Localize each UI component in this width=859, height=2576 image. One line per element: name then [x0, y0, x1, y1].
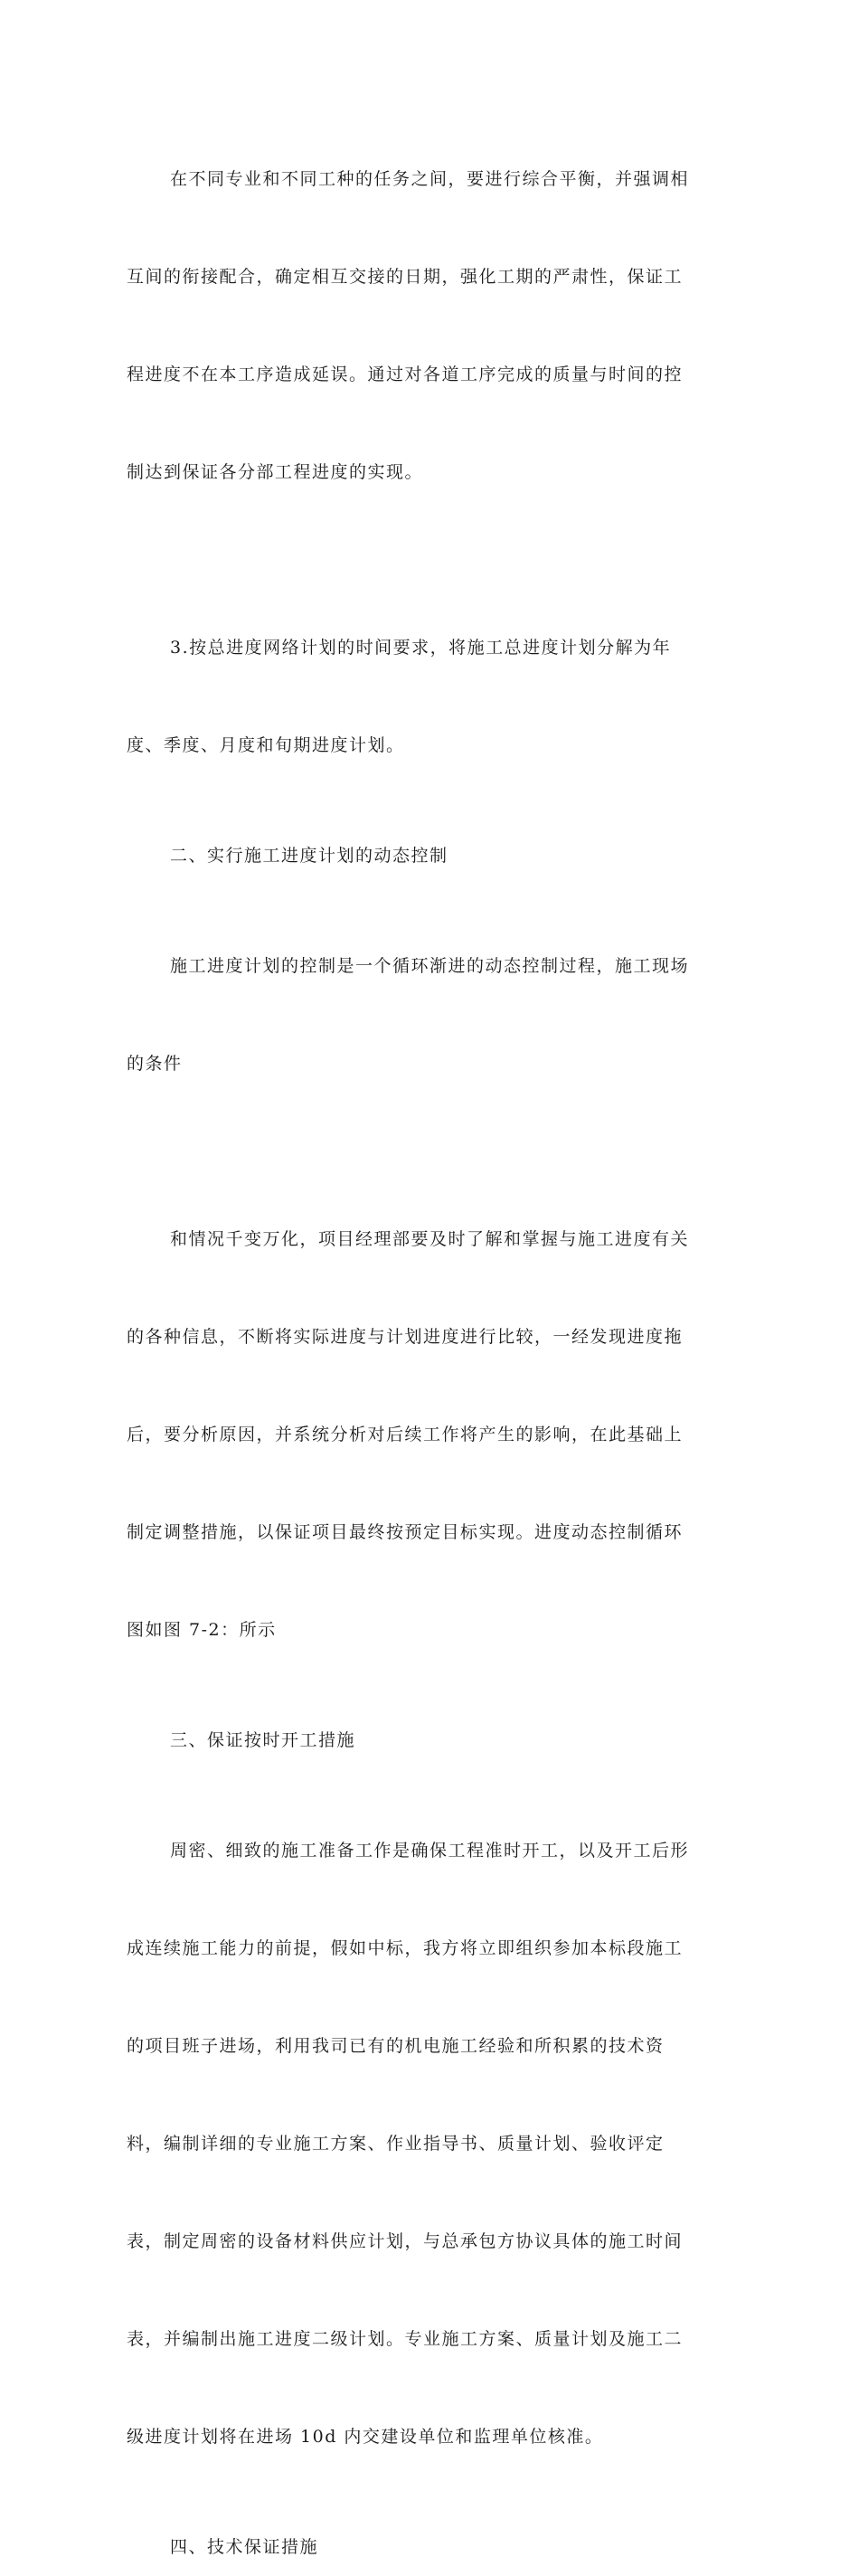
paragraph-progress-analysis — [127, 1158, 741, 1711]
section-heading-technical-measures: 四、技术保证措施 — [170, 2537, 319, 2557]
paragraph-preparation — [127, 1769, 741, 2518]
text-line: 互间的衔接配合，确定相互交接的日期，强化工期的严肃性，保证工 — [127, 267, 684, 287]
text-line: 表，制定周密的设备材料供应计划，与总承包方协议具体的施工时间 — [127, 2231, 684, 2251]
paragraph-schedule-breakdown — [127, 566, 741, 827]
paragraph-coordination — [127, 98, 741, 554]
text-line: 级进度计划将在进场 10d 内交建设单位和监理单位核准。 — [127, 2427, 604, 2447]
text-line: 施工进度计划的控制是一个循环渐进的动态控制过程，施工现场 — [170, 956, 690, 976]
text-line: 的条件 — [127, 1054, 183, 1074]
text-line: 成连续施工能力的前提，假如中标，我方将立即组织参加本标段施工 — [127, 1938, 684, 1958]
section-heading-dynamic-control: 二、实行施工进度计划的动态控制 — [170, 846, 448, 866]
text-line: 和情况千变万化，项目经理部要及时了解和掌握与施工进度有关 — [170, 1229, 690, 1249]
text-line: 制定调整措施，以保证项目最终按预定目标实现。进度动态控制循环 — [127, 1522, 684, 1542]
section-heading-start-on-time: 三、保证按时开工措施 — [170, 1730, 356, 1750]
text-line: 的各种信息，不断将实际进度与计划进度进行比较，一经发现进度拖 — [127, 1327, 684, 1347]
text-line: 后，要分析原因，并系统分析对后续工作将产生的影响，在此基础上 — [127, 1425, 684, 1444]
text-line: 图如图 7-2：所示 — [127, 1620, 277, 1640]
document-body — [127, 98, 741, 2576]
text-line: 程进度不在本工序造成延误。通过对各道工序完成的质量与时间的控 — [127, 365, 684, 384]
text-line: 在不同专业和不同工种的任务之间，要进行综合平衡，并强调相 — [170, 169, 690, 189]
text-line: 3.按总进度网络计划的时间要求，将施工总进度计划分解为年 — [170, 638, 672, 658]
text-line: 度、季度、月度和旬期进度计划。 — [127, 735, 405, 755]
text-line: 周密、细致的施工准备工作是确保工程准时开工，以及开工后形 — [170, 1841, 690, 1861]
text-line: 料，编制详细的专业施工方案、作业指导书、质量计划、验收评定 — [127, 2134, 665, 2154]
paragraph-control-process — [127, 885, 741, 1145]
text-line: 制达到保证各分部工程进度的实现。 — [127, 462, 424, 482]
text-line: 表，并编制出施工进度二级计划。专业施工方案、质量计划及施工二 — [127, 2329, 684, 2349]
text-line: 的项目班子进场，利用我司已有的机电施工经验和所积累的技术资 — [127, 2036, 665, 2056]
